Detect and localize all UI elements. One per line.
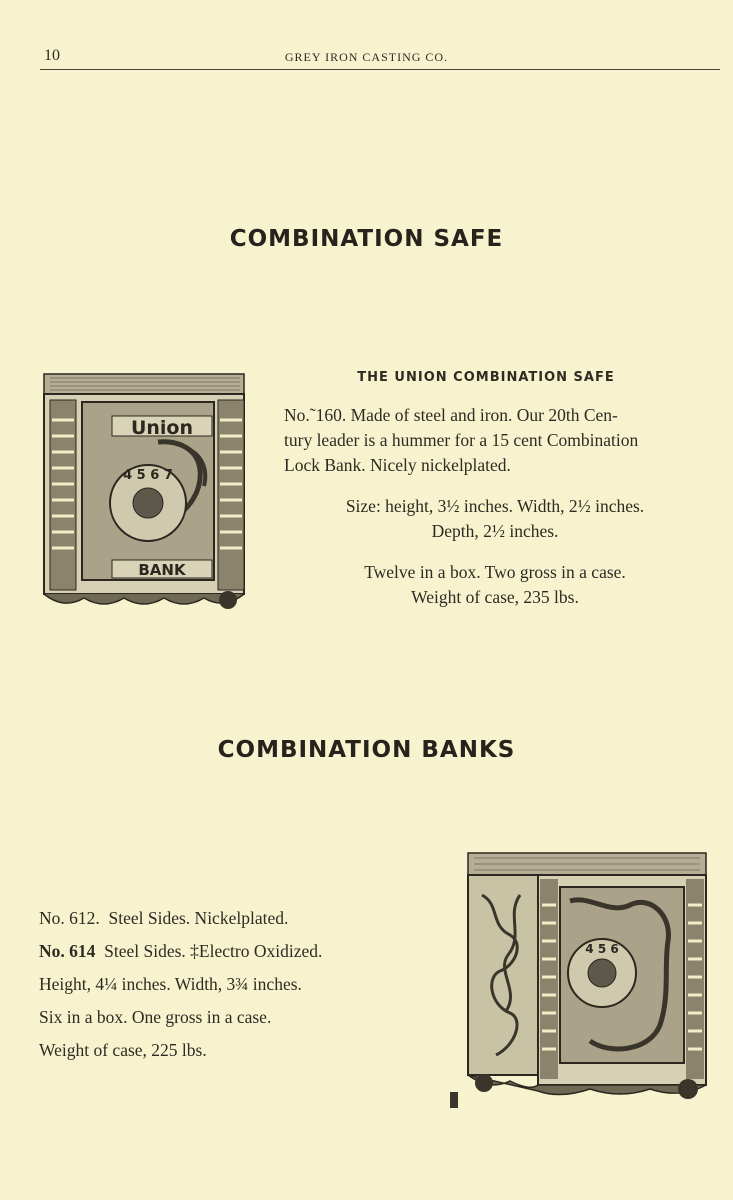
combination-bank-illustration <box>460 845 712 1113</box>
union-safe-size <box>290 494 700 544</box>
header-rule <box>40 69 720 70</box>
item-number: No. 612. <box>39 908 100 928</box>
heading-combination-banks: COMBINATION BANKS <box>217 737 516 763</box>
ink-speck <box>450 1092 458 1108</box>
text-line: Six in a box. One gross in a case. <box>39 1007 272 1027</box>
text-line: No.˜160. Made of steel and iron. Our 20th Cen- <box>284 405 618 425</box>
union-safe-description <box>284 403 724 478</box>
dial-numbers: 4 5 6 7 <box>123 468 173 483</box>
list-item <box>39 941 322 974</box>
text-line: Twelve in a box. Two gross in a case. <box>364 562 626 582</box>
item-text: Steel Sides. ‡Electro Oxidized. <box>104 941 323 961</box>
union-safe-packing <box>290 560 700 610</box>
subheading-union-safe: THE UNION COMBINATION SAFE <box>357 370 615 385</box>
list-item <box>39 908 322 941</box>
page-number: 10 <box>44 47 60 64</box>
item-number: No. 614 <box>39 941 96 961</box>
text-line: Weight of case, 225 lbs. <box>39 1040 207 1060</box>
door-bottom-text: BANK <box>138 561 186 579</box>
heading-combination-safe: COMBINATION SAFE <box>229 226 504 252</box>
text-line: Weight of case, 235 lbs. <box>411 587 579 607</box>
text-line: Depth, 2½ inches. <box>431 521 559 541</box>
union-safe-illustration <box>40 370 252 620</box>
text-line: tury leader is a hummer for a 15 cent Combination <box>284 430 639 450</box>
item-text: Steel Sides. Nickelplated. <box>108 908 289 928</box>
door-top-text: Union <box>130 417 194 439</box>
combination-banks-list <box>39 908 322 1073</box>
text-line: Lock Bank. Nicely nickelplated. <box>284 455 511 475</box>
text-line: Size: height, 3½ inches. Width, 2½ inches. <box>345 496 645 516</box>
dial-numbers: 4 5 6 <box>585 942 619 956</box>
running-head: GREY IRON CASTING CO. <box>284 50 449 64</box>
text-line: Height, 4¼ inches. Width, 3¾ inches. <box>39 974 302 994</box>
